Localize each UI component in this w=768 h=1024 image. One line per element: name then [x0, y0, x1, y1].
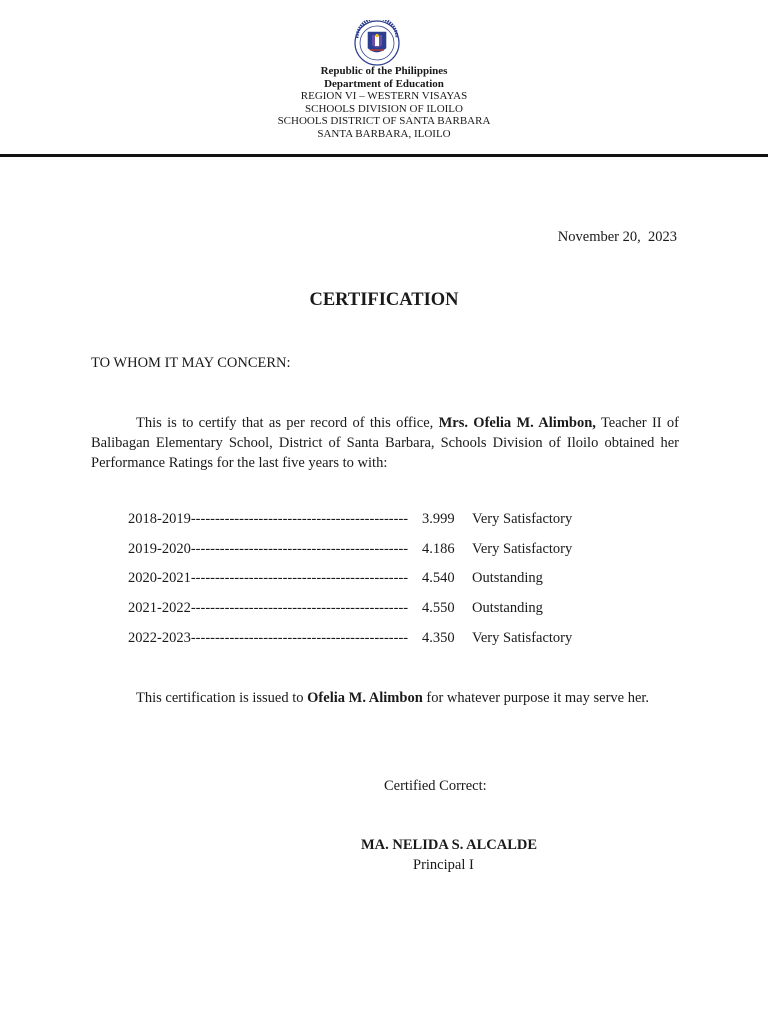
issued-name: Ofelia M. Alimbon [307, 690, 423, 706]
rating-row [128, 511, 632, 541]
rating-year: 2022-2023--------------------------------------------- [128, 629, 409, 646]
region-line: REGION VI – WESTERN VISAYAS [300, 90, 468, 102]
rating-value: 4.540 [422, 570, 455, 587]
rating-description: Outstanding [472, 570, 543, 587]
signatory-name: MA. NELIDA S. ALCALDE [361, 837, 538, 853]
rating-description: Very Satisfactory [472, 540, 573, 557]
rating-row [128, 570, 632, 600]
rating-year: 2020-2021--------------------------------------------- [128, 570, 409, 587]
rating-row [128, 630, 632, 660]
body-text-1: This is to certify that as per record of this office, [136, 415, 439, 431]
letterhead [0, 65, 768, 140]
rating-year: 2018-2019--------------------------------------------- [128, 511, 409, 527]
rating-description: Very Satisfactory [472, 629, 573, 646]
rating-value: 4.350 [422, 629, 455, 646]
rating-row [128, 600, 632, 630]
department-line: Department of Education [324, 77, 444, 90]
rating-value: 4.550 [422, 600, 455, 617]
issued-text-2: for whatever purpose it may serve her. [422, 690, 650, 706]
division-line: SCHOOLS DIVISION OF ILOILO [305, 102, 463, 115]
district-line: SCHOOLS DISTRICT OF SANTA BARBARA [277, 115, 491, 127]
body-text-2: Teacher II of Balibagan Elementary School, District of Santa Barbara, Schools Division of Iloilo obtained her Performance Ratings for the last five years to with: [91, 415, 679, 471]
rating-value: 4.186 [422, 540, 455, 557]
letter-date: November 20, 2023 [557, 229, 677, 245]
issuance-statement [136, 690, 649, 707]
ratings-list [128, 511, 632, 659]
deped-seal [351, 20, 403, 66]
rating-description: Outstanding [472, 600, 543, 617]
rating-row [128, 541, 632, 571]
certified-correct-label: Certified Correct: [384, 778, 487, 794]
teacher-name: Mrs. Ofelia M. Alimbon, [438, 415, 596, 431]
body-paragraph [91, 413, 679, 473]
rating-description: Very Satisfactory [472, 511, 573, 527]
header-divider [0, 154, 768, 157]
rating-year: 2019-2020--------------------------------------------- [128, 540, 409, 557]
republic-line: Republic of the Philippines [320, 65, 448, 77]
salutation: TO WHOM IT MAY CONCERN: [91, 355, 291, 371]
address-line: SANTA BARBARA, ILOILO [317, 127, 451, 140]
issued-text-1: This certification is issued to [136, 690, 308, 706]
rating-value: 3.999 [422, 511, 455, 527]
rating-year: 2021-2022--------------------------------------------- [128, 600, 409, 617]
document-title: CERTIFICATION [309, 290, 459, 310]
signatory-position: Principal I [413, 857, 474, 873]
